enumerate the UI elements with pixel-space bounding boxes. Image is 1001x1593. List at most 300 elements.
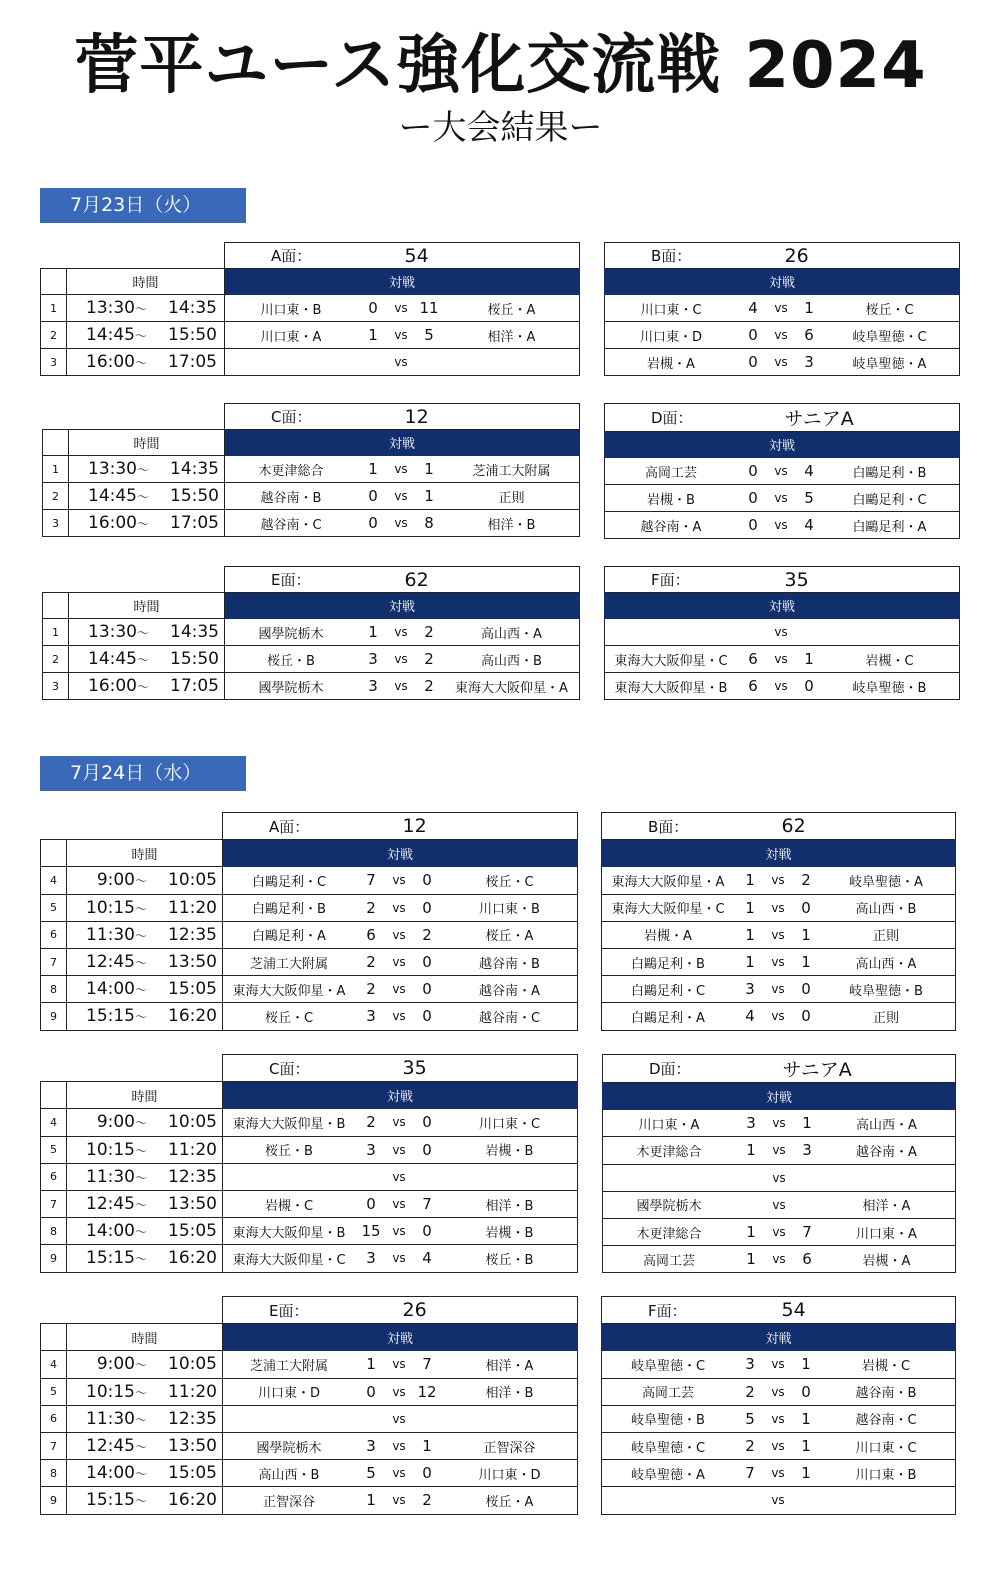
court-label: F面： [605, 567, 785, 593]
match-row [41, 894, 578, 921]
court-label: D面： [603, 1055, 783, 1083]
vs-label: vs [392, 1169, 406, 1184]
court-label: C面： [225, 404, 405, 430]
away-team: 川口東・C [855, 1440, 917, 1456]
home-score: 3 [368, 677, 378, 695]
match-cell [223, 894, 578, 921]
end-time: 16:20 [168, 1248, 217, 1269]
home-team: 越谷南・A [640, 519, 702, 535]
tilde: ～ [135, 874, 148, 889]
away-team [821, 1165, 952, 1191]
home-team: 東海大大阪仰星・C [232, 1252, 346, 1268]
time-cell [67, 1351, 223, 1378]
match-cell [603, 1191, 956, 1218]
match-row [41, 1487, 578, 1514]
vs-label: vs [394, 301, 408, 315]
away-score: 4 [804, 516, 814, 534]
home-score: 3 [368, 650, 378, 668]
away-score: 0 [804, 677, 814, 695]
away-score: 4 [422, 1249, 432, 1268]
match-row [603, 1246, 956, 1273]
match-cell [223, 1245, 578, 1272]
away-team: 越谷南・B [855, 1386, 917, 1402]
court-value: 35 [785, 567, 960, 593]
time-header: 時間 [67, 840, 223, 867]
away-team: 高山西・A [481, 626, 542, 642]
match-row [602, 976, 956, 1003]
match-row [603, 1218, 956, 1245]
court-label: A面： [225, 243, 405, 269]
time-header: 時間 [67, 1082, 223, 1109]
match-cell [223, 1003, 578, 1030]
end-time: 15:50 [170, 486, 219, 506]
slot-number: 8 [41, 976, 67, 1003]
away-team: 岩槻・B [485, 1144, 534, 1160]
match-cell [225, 673, 580, 700]
away-score: 12 [417, 1382, 437, 1401]
match-cell [225, 619, 580, 646]
match-cell [223, 1378, 578, 1405]
court-table [42, 566, 580, 700]
match-cell [605, 646, 960, 673]
court-value: 54 [405, 243, 580, 269]
slot-number: 7 [41, 1190, 67, 1217]
home-score: 6 [366, 925, 376, 944]
start-time: 14:45 [88, 649, 137, 669]
home-team: 芝浦工大附属 [249, 1358, 328, 1374]
match-cell [223, 921, 578, 948]
match-header: 対戦 [605, 593, 960, 619]
match-header: 対戦 [603, 1083, 956, 1110]
match-cell [603, 1137, 956, 1164]
court-table [604, 242, 960, 376]
tilde: ～ [135, 1010, 148, 1025]
home-team: 東海大大阪仰星・C [611, 902, 725, 918]
vs-label: vs [392, 1493, 406, 1508]
end-time: 17:05 [170, 513, 219, 533]
time-cell [67, 1163, 223, 1190]
end-time: 10:05 [168, 870, 217, 891]
match-cell [602, 1460, 956, 1487]
court-value: 62 [782, 813, 956, 840]
home-score: 1 [746, 1250, 756, 1269]
slot-number: 2 [43, 483, 69, 510]
away-score [413, 1164, 441, 1190]
home-score: 6 [748, 650, 758, 668]
vs-label: vs [392, 1197, 406, 1212]
match-cell [603, 1110, 956, 1137]
start-time: 14:00 [86, 979, 135, 1000]
away-score: 0 [422, 1464, 432, 1483]
away-team [443, 1406, 576, 1432]
court-table [40, 242, 580, 376]
start-time: 13:30 [86, 298, 135, 318]
match-row [602, 1460, 956, 1487]
vs-label: vs [392, 927, 406, 942]
start-time: 13:30 [88, 622, 137, 642]
match-cell [605, 619, 960, 646]
tilde: ～ [135, 901, 148, 916]
time-cell [69, 510, 225, 537]
court-value: 26 [785, 243, 960, 269]
home-team [602, 1487, 734, 1513]
home-team: 高岡工芸 [641, 1386, 694, 1402]
match-row [602, 948, 956, 975]
tilde: ～ [135, 302, 148, 316]
match-row [41, 349, 580, 376]
home-score: 0 [366, 1195, 376, 1214]
vs-label: vs [771, 1466, 785, 1481]
away-team: 高山西・A [856, 1117, 917, 1133]
start-time: 15:15 [86, 1490, 135, 1511]
time-cell [67, 1190, 223, 1217]
match-header: 対戦 [223, 840, 578, 867]
start-time: 16:00 [88, 513, 137, 533]
start-time: 12:45 [86, 1436, 135, 1457]
end-time: 13:50 [168, 1194, 217, 1215]
vs-label: vs [772, 1225, 786, 1240]
home-score: 7 [745, 1464, 755, 1483]
time-header: 時間 [69, 593, 225, 619]
home-score: 2 [366, 953, 376, 972]
match-row [603, 1137, 956, 1164]
home-team: 國學院栃木 [258, 626, 324, 642]
vs-label: vs [392, 1009, 406, 1024]
match-row [605, 485, 960, 512]
match-cell [602, 894, 956, 921]
home-score: 0 [368, 487, 378, 505]
away-score: 7 [422, 1355, 432, 1374]
away-team: 岩槻・A [862, 1253, 911, 1269]
home-score: 3 [366, 1249, 376, 1268]
match-row [43, 510, 580, 537]
match-row [41, 322, 580, 349]
vs-label: vs [394, 489, 408, 503]
away-score: 1 [422, 1437, 432, 1456]
tilde: ～ [135, 1467, 148, 1482]
away-score: 2 [422, 925, 432, 944]
vs-label: vs [394, 355, 408, 369]
match-row [41, 1003, 578, 1030]
start-time: 16:00 [86, 352, 135, 372]
slot-number: 5 [41, 894, 67, 921]
home-score: 6 [748, 677, 758, 695]
away-score: 0 [422, 1140, 432, 1159]
match-row [41, 1163, 578, 1190]
home-team [225, 349, 357, 375]
away-team: 岐阜聖徳・B [849, 983, 923, 999]
vs-label: vs [392, 1224, 406, 1239]
match-cell [605, 295, 960, 322]
match-row [43, 483, 580, 510]
home-team: 岐阜聖徳・B [631, 1413, 705, 1429]
match-row [41, 1136, 578, 1163]
match-cell [602, 921, 956, 948]
tilde: ～ [135, 1358, 148, 1373]
court-table [40, 812, 578, 1031]
vs-label: vs [771, 1493, 785, 1508]
vs-label: vs [771, 1384, 785, 1399]
away-score: 0 [422, 1222, 432, 1241]
vs-label: vs [392, 1142, 406, 1157]
away-team: 桜丘・B [485, 1252, 534, 1268]
away-score: 4 [804, 462, 814, 480]
away-score: 0 [801, 898, 811, 917]
vs-label: vs [392, 1411, 406, 1426]
court-label: E面： [225, 567, 405, 593]
home-score [741, 619, 765, 645]
away-team [820, 1487, 952, 1513]
away-score: 1 [801, 925, 811, 944]
tilde: ～ [137, 463, 150, 477]
end-time: 15:50 [168, 325, 217, 345]
match-row [41, 976, 578, 1003]
end-time: 15:50 [170, 649, 219, 669]
match-row [605, 619, 960, 646]
match-cell [605, 512, 960, 539]
home-score: 0 [748, 489, 758, 507]
match-row [41, 1405, 578, 1432]
away-team: 高山西・B [481, 653, 542, 669]
away-team: 高山西・B [855, 902, 917, 918]
away-score: 7 [422, 1195, 432, 1214]
match-cell [602, 1487, 956, 1514]
court-value: 35 [403, 1055, 578, 1082]
home-team: 桜丘・C [264, 1010, 314, 1026]
end-time: 10:05 [168, 1112, 217, 1133]
time-cell [67, 948, 223, 975]
start-time: 15:15 [86, 1006, 135, 1027]
court-value: サニアA [785, 404, 960, 432]
away-team: 相洋・A [862, 1199, 911, 1215]
slot-number: 7 [41, 948, 67, 975]
home-score [739, 1165, 763, 1191]
away-team: 正智深谷 [483, 1440, 536, 1456]
home-team [603, 1165, 735, 1191]
home-team: 高岡工芸 [642, 1253, 695, 1269]
match-row [43, 619, 580, 646]
away-score [792, 1487, 820, 1513]
match-row [605, 322, 960, 349]
away-team: 岩槻・C [861, 1358, 911, 1374]
vs-label: vs [394, 679, 408, 693]
home-score: 1 [746, 1141, 756, 1160]
home-score: 3 [366, 1437, 376, 1456]
away-score: 2 [424, 623, 434, 641]
home-score: 1 [745, 925, 755, 944]
match-row [41, 1245, 578, 1272]
away-team: 相洋・B [487, 517, 536, 533]
tilde: ～ [135, 956, 148, 971]
court-value: 54 [782, 1297, 956, 1324]
away-score: 1 [801, 1409, 811, 1428]
away-team: 川口東・B [855, 1467, 917, 1483]
court-value: 62 [405, 567, 580, 593]
slot-number: 1 [43, 456, 69, 483]
away-team: 白鷗足利・A [852, 519, 927, 535]
match-cell [603, 1218, 956, 1245]
away-score: 0 [422, 1113, 432, 1132]
away-team: 岐阜聖徳・A [852, 356, 927, 372]
home-team [223, 1164, 355, 1190]
match-row [605, 512, 960, 539]
away-team: 川口東・D [478, 1467, 541, 1483]
slot-number: 2 [43, 646, 69, 673]
match-cell [223, 948, 578, 975]
time-cell [67, 1432, 223, 1459]
away-score: 1 [804, 299, 814, 317]
away-score: 1 [801, 953, 811, 972]
slot-number: 5 [41, 1136, 67, 1163]
match-row [603, 1164, 956, 1191]
home-team: 川口東・C [640, 302, 702, 318]
home-score: 0 [748, 353, 758, 371]
match-row [602, 1378, 956, 1405]
home-team: 岐阜聖徳・C [630, 1358, 706, 1374]
match-row [41, 1460, 578, 1487]
start-time: 16:00 [88, 676, 137, 696]
away-score: 0 [422, 953, 432, 972]
vs-label: vs [772, 1143, 786, 1158]
home-team: 桜丘・B [265, 1144, 313, 1160]
start-time: 12:45 [86, 1194, 135, 1215]
vs-label: vs [774, 301, 788, 315]
end-time: 16:20 [168, 1490, 217, 1511]
court-table [604, 566, 960, 700]
court-label: E面： [223, 1297, 403, 1324]
time-cell [67, 1487, 223, 1514]
time-cell [67, 921, 223, 948]
home-score: 1 [746, 1223, 756, 1242]
home-score: 3 [745, 980, 755, 999]
tilde: ～ [135, 1385, 148, 1400]
home-team: 川口東・B [260, 302, 322, 318]
home-score [359, 1164, 383, 1190]
vs-label: vs [392, 1384, 406, 1399]
end-time: 16:20 [168, 1006, 217, 1027]
match-row [41, 1109, 578, 1136]
home-score [359, 1406, 383, 1432]
court-value: サニアA [783, 1055, 956, 1083]
time-cell [67, 1218, 223, 1245]
end-time: 17:05 [170, 676, 219, 696]
time-cell [67, 1003, 223, 1030]
vs-label: vs [771, 1357, 785, 1372]
end-time: 14:35 [168, 298, 217, 318]
away-score: 3 [802, 1141, 812, 1160]
match-row [41, 867, 578, 894]
court-label: C面： [223, 1055, 403, 1082]
home-team: 木更津総合 [636, 1226, 702, 1242]
match-header: 対戦 [223, 1324, 578, 1351]
vs-label: vs [772, 1252, 786, 1267]
start-time: 10:15 [86, 1381, 135, 1402]
time-header: 時間 [67, 1324, 223, 1351]
home-score: 1 [368, 460, 378, 478]
home-team: 岐阜聖徳・C [630, 1440, 706, 1456]
away-team: 白鷗足利・C [852, 492, 927, 508]
time-cell [69, 646, 225, 673]
tilde: ～ [135, 1494, 148, 1509]
away-team: 相洋・B [485, 1386, 534, 1402]
match-row [605, 458, 960, 485]
end-time: 12:35 [168, 1166, 217, 1187]
end-time: 12:35 [168, 1408, 217, 1429]
match-row [41, 921, 578, 948]
vs-label: vs [392, 1439, 406, 1454]
tilde: ～ [135, 1170, 148, 1185]
tilde: ～ [137, 653, 150, 667]
away-team: 相洋・A [487, 329, 536, 345]
home-team: 岩槻・A [644, 929, 692, 945]
home-team: 國學院栃木 [256, 1440, 322, 1456]
match-row [605, 349, 960, 376]
page-title: 菅平ユース強化交流戦 2024 [74, 29, 927, 103]
match-cell [225, 349, 580, 376]
home-team: 白鷗足利・C [630, 983, 706, 999]
vs-label: vs [771, 955, 785, 970]
court-table [604, 403, 960, 539]
home-team: 東海大大阪仰星・A [611, 874, 725, 890]
home-team: 越谷南・C [260, 517, 322, 533]
home-score [739, 1192, 763, 1218]
court-label: F面： [602, 1297, 782, 1324]
away-team: 相洋・A [485, 1358, 534, 1374]
home-team: 桜丘・B [267, 653, 315, 669]
away-team: 桜丘・A [487, 302, 536, 318]
away-team: 越谷南・A [856, 1144, 917, 1160]
away-team [823, 619, 956, 645]
away-score: 1 [801, 1464, 811, 1483]
match-cell [223, 1190, 578, 1217]
slot-number: 3 [41, 349, 67, 376]
match-row [603, 1191, 956, 1218]
home-score: 3 [366, 1007, 376, 1026]
match-row [41, 295, 580, 322]
time-cell [67, 894, 223, 921]
home-team: 岩槻・C [264, 1198, 314, 1214]
away-score: 0 [422, 898, 432, 917]
match-cell [602, 1432, 956, 1459]
home-score: 5 [745, 1409, 755, 1428]
away-team: 越谷南・C [478, 1010, 541, 1026]
home-team: 岩槻・B [647, 492, 695, 508]
away-team: 桜丘・A [485, 1494, 534, 1510]
slot-number: 6 [41, 921, 67, 948]
court-table [601, 1296, 956, 1515]
home-team: 白鷗足利・A [252, 929, 326, 945]
slot-number: 4 [41, 867, 67, 894]
home-team: 東海大大阪仰星・B [232, 1225, 346, 1241]
match-header: 対戦 [225, 430, 580, 456]
slot-number: 6 [41, 1163, 67, 1190]
match-cell [225, 322, 580, 349]
away-score [413, 1406, 441, 1432]
match-row [41, 1190, 578, 1217]
start-time: 12:45 [86, 952, 135, 973]
home-team: 木更津総合 [636, 1144, 702, 1160]
time-cell [67, 867, 223, 894]
vs-label: vs [392, 900, 406, 915]
match-cell [223, 1460, 578, 1487]
match-cell [225, 456, 580, 483]
vs-label: vs [771, 982, 785, 997]
end-time: 11:20 [168, 1139, 217, 1160]
match-cell [223, 976, 578, 1003]
vs-label: vs [771, 1009, 785, 1024]
away-team: 桜丘・A [485, 929, 534, 945]
away-team: 正則 [872, 1010, 899, 1026]
